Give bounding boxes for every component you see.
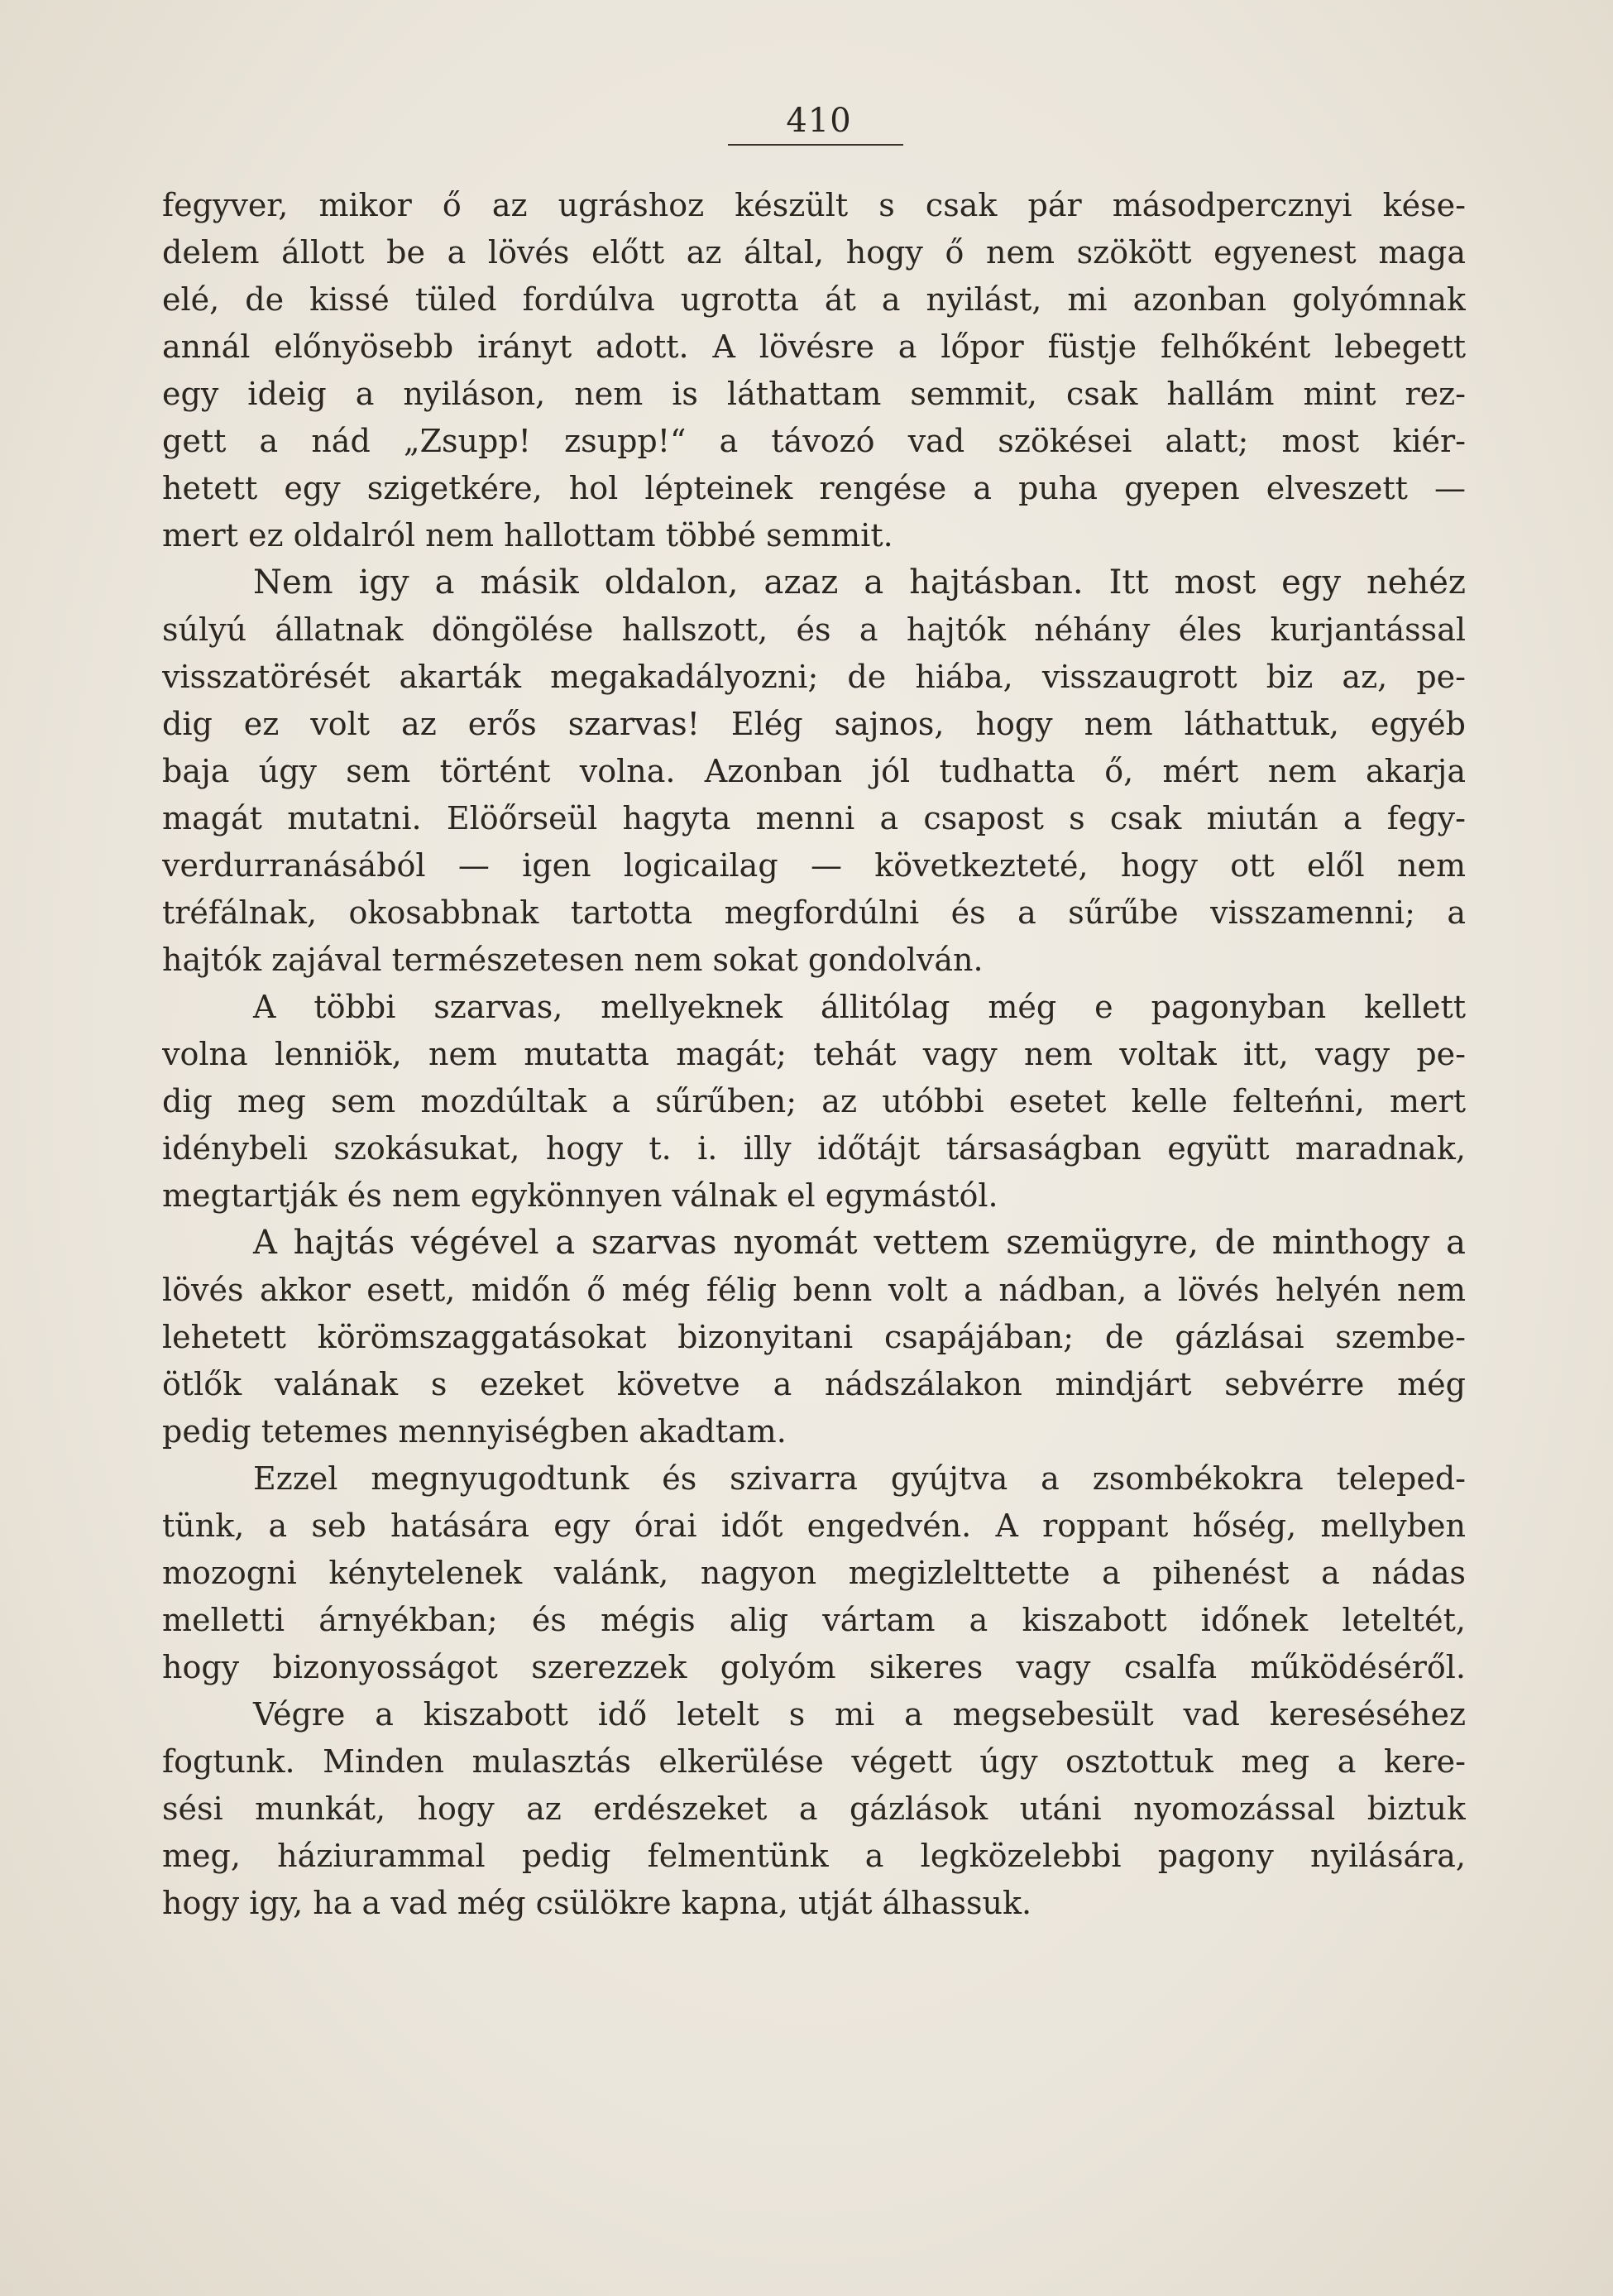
text-line: annál előnyösebb irányt adott. A lövésre a lőpor füstje felhőként lebegett [162, 328, 1466, 365]
text-line: gett a nád „Zsupp! zsupp!“ a távozó vad szökései alatt; most kiér- [162, 423, 1466, 459]
text-line: Végre a kiszabott idő letelt s mi a megsebesült vad kereséséhez [253, 1696, 1466, 1733]
text-line: verdurranásából — igen logicailag — következteté, hogy ott elől nem [162, 847, 1466, 884]
text-line: megtartják és nem egykönnyen válnak el egymástól. [162, 1177, 998, 1214]
text-line: lövés akkor esett, midőn ő még félig benn volt a nádban, a lövés helyén nem [162, 1272, 1466, 1308]
text-line: egy ideig a nyiláson, nem is láthattam semmit, csak hallám mint rez- [162, 376, 1466, 412]
text-line: dig meg sem mozdúltak a sűrűben; az utóbbi esetet kelle felteńni, mert [162, 1083, 1466, 1119]
text-line: A többi szarvas, mellyeknek állitólag még e pagonyban kellett [253, 989, 1466, 1025]
text-line: visszatörését akarták megakadályozni; de hiába, visszaugrott biz az, pe- [162, 659, 1466, 695]
text-line: A hajtás végével a szarvas nyomát vettem szemügyre, de minthogy a [253, 1224, 1466, 1262]
page-number: 410 [786, 102, 852, 140]
text-line: magát mutatni. Elöőrseül hagyta menni a csapost s csak miután a fegy- [162, 800, 1466, 836]
text-line: fogtunk. Minden mulasztás elkerülése végett úgy osztottuk meg a kere- [162, 1743, 1466, 1780]
text-line: pedig tetemes mennyiségben akadtam. [162, 1413, 787, 1450]
body-text [162, 182, 1466, 1927]
text-line: mozogni kénytelenek valánk, nagyon megizlelttette a pihenést a nádas [162, 1555, 1466, 1591]
text-line: hajtók zajával természetesen nem sokat gondolván. [162, 942, 984, 978]
text-line: elé, de kissé tüled fordúlva ugrotta át a nyilást, mi azonban golyómnak [162, 281, 1466, 318]
paragraph-5 [162, 1455, 1466, 1691]
text-line: súlyú állatnak döngölése hallszott, és a hajtók néhány éles kurjantással [162, 611, 1466, 648]
text-line: Ezzel megnyugodtunk és szivarra gyújtva a zsombékokra teleped- [253, 1460, 1466, 1497]
text-line: hetett egy szigetkére, hol lépteinek rengése a puha gyepen elveszett — [162, 470, 1466, 506]
text-line: fegyver, mikor ő az ugráshoz készült s csak pár másodpercznyi kése- [162, 187, 1466, 223]
text-line: delem állott be a lövés előtt az által, hogy ő nem szökött egyenest maga [162, 234, 1466, 271]
text-line: hogy igy, ha a vad még csülökre kapna, utját álhassuk. [162, 1885, 1032, 1921]
text-line: dig ez volt az erős szarvas! Elég sajnos, hogy nem láthattuk, egyéb [162, 706, 1466, 742]
text-line: Nem igy a másik oldalon, azaz a hajtásban. Itt most egy nehéz [253, 563, 1466, 602]
paragraph-3 [162, 984, 1466, 1220]
text-line: hogy bizonyosságot szerezzek golyóm sikeres vagy csalfa működéséről. [162, 1649, 1466, 1685]
text-line: lehetett körömszaggatásokat bizonyitani csapájában; de gázlásai szembe- [162, 1319, 1466, 1355]
paragraph-1 [162, 182, 1466, 559]
text-line: idénybeli szokásukat, hogy t. i. illy időtájt társaságban együtt maradnak, [162, 1130, 1466, 1167]
text-line: ötlők valának s ezeket követve a nádszálakon mindjárt sebvérre még [162, 1366, 1466, 1402]
paragraph-4 [162, 1220, 1466, 1455]
text-line: tréfálnak, okosabbnak tartotta megfordúlni és a sűrűbe visszamenni; a [162, 894, 1466, 931]
text-line: melletti árnyékban; és mégis alig vártam a kiszabott időnek leteltét, [162, 1602, 1466, 1638]
page-number-rule [728, 144, 903, 146]
text-line: mert ez oldalról nem hallottam többé semmit. [162, 517, 893, 554]
text-line: baja úgy sem történt volna. Azonban jól tudhatta ő, mért nem akarja [162, 753, 1466, 789]
text-line: meg, háziurammal pedig felmentünk a legközelebbi pagony nyilására, [162, 1838, 1466, 1874]
text-line: volna lenniök, nem mutatta magát; tehát vagy nem voltak itt, vagy pe- [162, 1036, 1466, 1072]
paragraph-2 [162, 559, 1466, 984]
text-line: tünk, a seb hatására egy órai időt engedvén. A roppant hőség, mellyben [162, 1507, 1466, 1544]
text-line: sési munkát, hogy az erdészeket a gázlások utáni nyomozással biztuk [162, 1790, 1466, 1827]
paragraph-6 [162, 1691, 1466, 1927]
